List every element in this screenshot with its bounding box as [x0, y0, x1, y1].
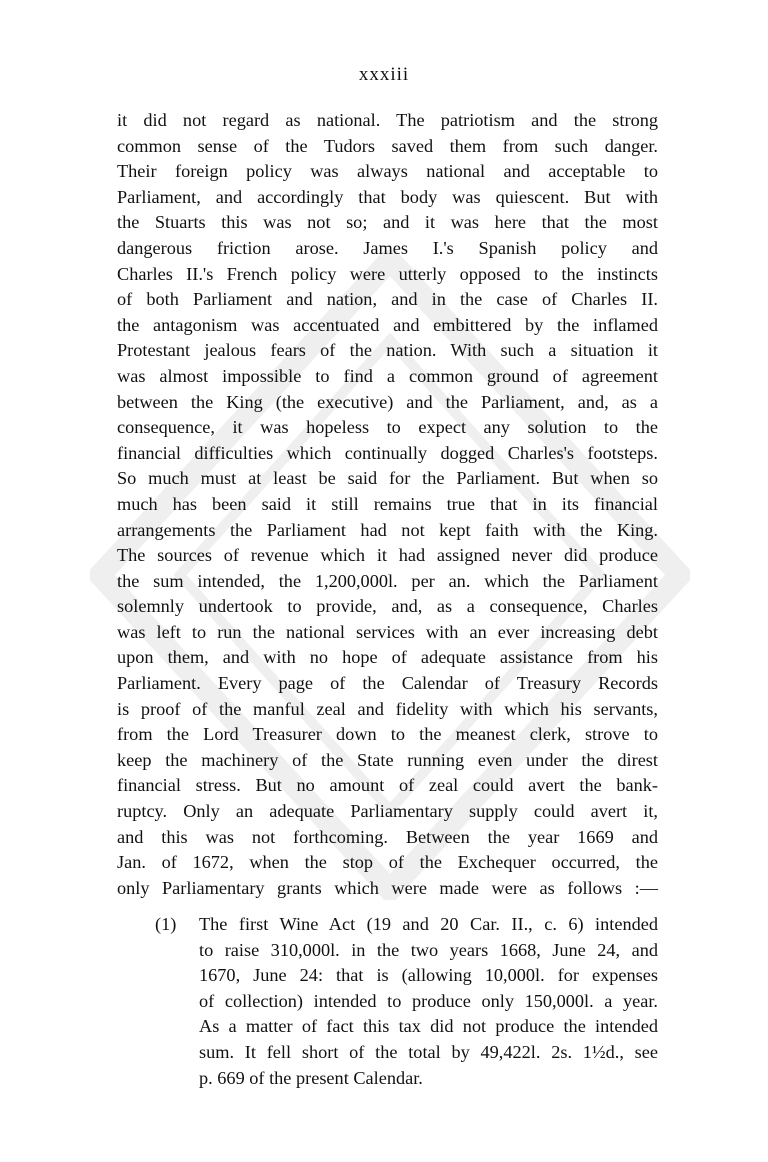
text-line: Their foreign policy was always national and acceptable to: [117, 161, 658, 182]
text-line: sum. It fell short of the total by 49,422l. 2s. 1½d., see: [199, 1041, 658, 1062]
text-line: Protestant jealous fears of the nation. With such a situation it: [117, 340, 658, 361]
text-line: 1670, June 24: that is (allowing 10,000l. for expenses: [199, 965, 658, 986]
text-line: Jan. of 1672, when the stop of the Exchequer occurred, the: [117, 852, 658, 873]
page-number: xxxiii: [358, 64, 410, 85]
text-line: was left to run the national services with an ever increasing debt: [117, 621, 658, 642]
text-line: to raise 310,000l. in the two years 1668, June 24, and: [199, 939, 658, 960]
text-line: The sources of revenue which it had assigned never did produce: [117, 545, 658, 566]
list-item-marker: (1): [155, 914, 177, 934]
text-line: financial difficulties which continually dogged Charles's footsteps.: [117, 442, 658, 463]
text-line: arrangements the Parliament had not kept faith with the King.: [117, 519, 658, 540]
text-line: is proof of the manful zeal and fidelity with which his servants,: [117, 698, 658, 719]
text-line: between the King (the executive) and the Parliament, and, as a: [117, 391, 658, 412]
text-line: upon them, and with no hope of adequate assistance from his: [117, 647, 658, 668]
text-line: the Stuarts this was not so; and it was here that the most: [117, 212, 658, 233]
text-line: consequence, it was hopeless to expect any solution to the: [117, 417, 658, 438]
text-line: common sense of the Tudors saved them from such danger.: [117, 135, 658, 156]
text-line: Parliament, and accordingly that body was quiescent. But with: [117, 186, 658, 207]
list-item-text: [199, 912, 658, 1091]
text-line: of both Parliament and nation, and in the case of Charles II.: [117, 289, 658, 310]
text-line: from the Lord Treasurer down to the meanest clerk, strove to: [117, 724, 658, 745]
body-paragraph: [117, 108, 658, 901]
text-line: the sum intended, the 1,200,000l. per an. which the Parliament: [117, 570, 658, 591]
text-line: Charles II.'s French policy were utterly opposed to the instincts: [117, 263, 658, 284]
text-line: solemnly undertook to provide, and, as a consequence, Charles: [117, 596, 658, 617]
text-line: the antagonism was accentuated and embittered by the inflamed: [117, 314, 658, 335]
text-line: much has been said it still remains true that in its financial: [117, 493, 658, 514]
grants-list: [117, 912, 658, 1091]
text-line: ruptcy. Only an adequate Parliamentary supply could avert it,: [117, 801, 658, 822]
text-line: As a matter of fact this tax did not produce the intended: [199, 1016, 658, 1037]
text-line: only Parliamentary grants which were made were as follows :—: [117, 877, 658, 898]
text-line: financial stress. But no amount of zeal could avert the bank-: [117, 775, 658, 796]
text-line: of collection) intended to produce only 150,000l. a year.: [199, 990, 658, 1011]
text-line: and this was not forthcoming. Between the year 1669 and: [117, 826, 658, 847]
text-line: Parliament. Every page of the Calendar of Treasury Records: [117, 673, 658, 694]
text-line: it did not regard as national. The patriotism and the strong: [117, 110, 658, 130]
text-line: was almost impossible to find a common ground of agreement: [117, 365, 658, 386]
text-line: dangerous friction arose. James I.'s Spanish policy and: [117, 237, 658, 258]
text-line: So much must at least be said for the Parliament. But when so: [117, 468, 658, 489]
text-line: keep the machinery of the State running even under the direst: [117, 749, 658, 770]
text-line: The first Wine Act (19 and 20 Car. II., c. 6) intended: [199, 914, 658, 934]
text-line: p. 669 of the present Calendar.: [199, 1067, 423, 1088]
list-item: [117, 912, 658, 1091]
